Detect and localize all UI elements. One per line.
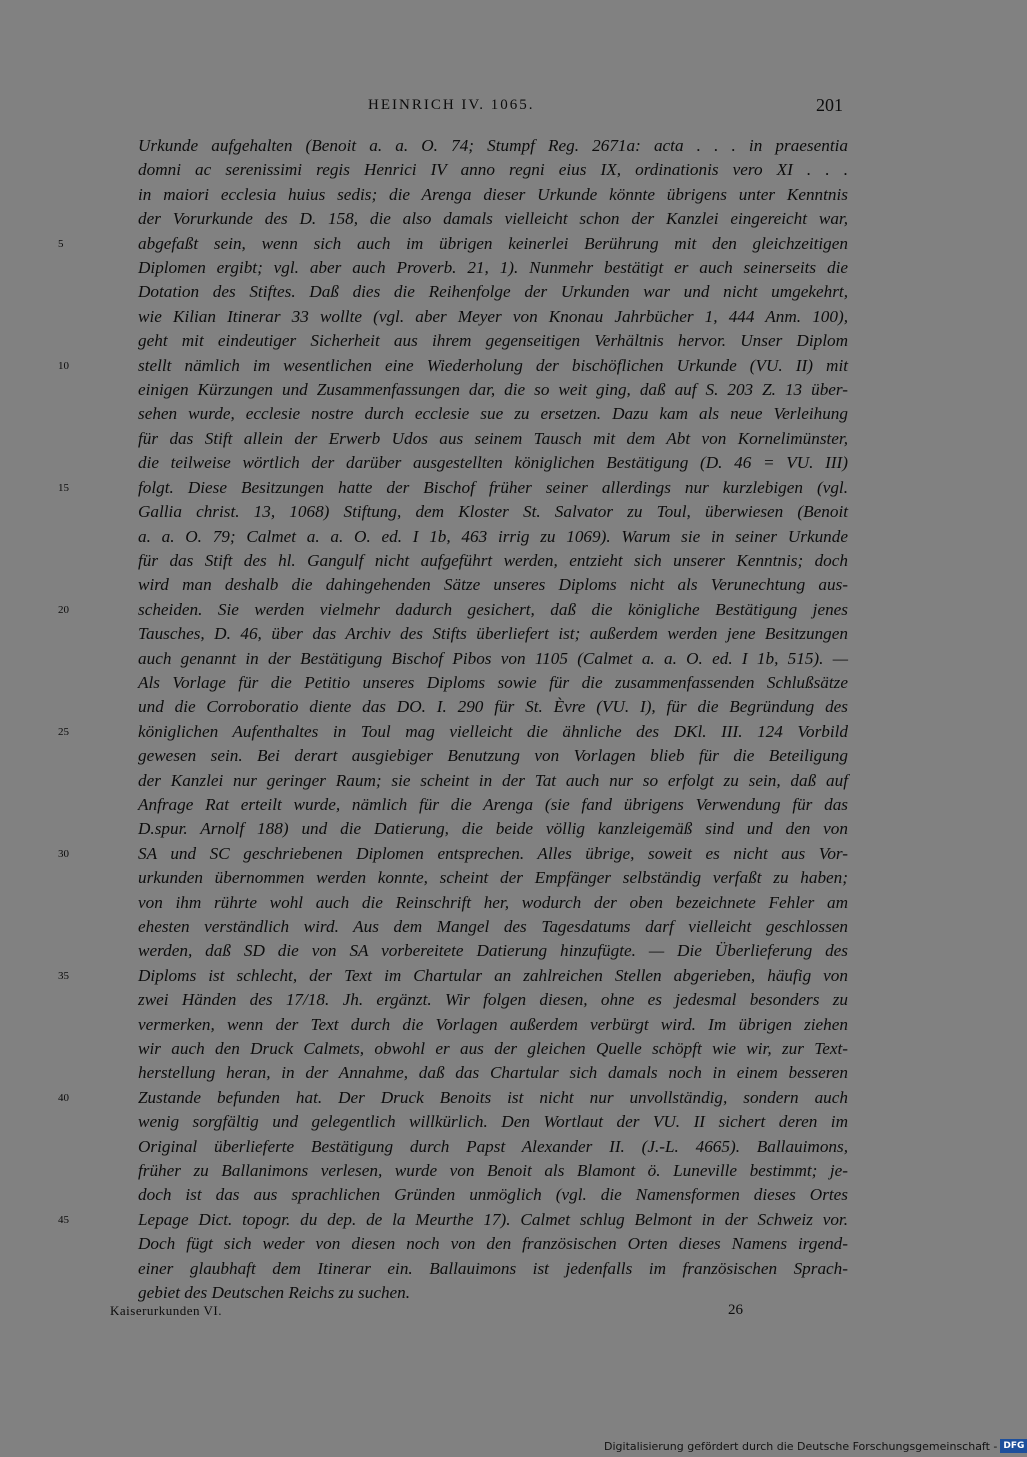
text-line: von ihm rührte wohl auch die Reinschrift her, wodurch der oben bezeichnete Fehler am: [138, 892, 848, 912]
text-line: scheiden. Sie werden vielmehr dadurch gesichert, daß die königliche Bestätigung jenes: [138, 599, 848, 619]
text-line: königlichen Aufenthaltes in Toul mag vielleicht die ähnliche des DKl. III. 124 Vorbild: [138, 721, 848, 741]
text-line: wir auch den Druck Calmets, obwohl er aus der gleichen Quelle schöpft wie wir, zur Text-: [138, 1039, 848, 1059]
margin-line-number: 25: [58, 726, 69, 739]
text-line: folgt. Diese Besitzungen hatte der Bischof früher seiner allerdings nur kurzlebigen (vgl.: [138, 477, 848, 497]
text-line: Dotation des Stiftes. Daß dies die Reihenfolge der Urkunden war und nicht umgekehrt,: [138, 282, 848, 302]
text-line: gewesen sein. Bei derart ausgiebiger Benutzung von Vorlagen blieb für die Beteiligung: [138, 746, 848, 766]
dfg-logo: DFG: [1000, 1439, 1027, 1453]
text-line: auch genannt in der Bestätigung Bischof Pibos von 1105 (Calmet a. a. O. ed. I 1b, 515). —: [138, 648, 848, 668]
text-line: Als Vorlage für die Petitio unseres Diploms sowie für die zusammenfassenden Schlußsätze: [138, 672, 848, 692]
text-line: wird man deshalb die dahingehenden Sätze unseres Diploms nicht als Verunechtung aus-: [138, 575, 848, 595]
sheet-signature: 26: [728, 1302, 743, 1318]
text-line: SA und SC geschriebenen Diplomen entsprechen. Alles übrige, soweit es nicht aus Vor-: [138, 843, 848, 863]
margin-line-number: 30: [58, 848, 69, 861]
text-line: der Vorurkunde des D. 158, die also damals vielleicht schon der Kanzlei eingereicht war,: [138, 209, 848, 229]
body-text: [138, 134, 848, 1306]
text-line: geht mit eindeutiger Sicherheit aus ihrem gegenseitigen Verhältnis hervor. Unser Diplom: [138, 331, 848, 351]
text-line: urkunden übernommen werden konnte, scheint der Empfänger selbständig verfaßt zu haben;: [138, 868, 848, 888]
margin-line-number: 35: [58, 970, 69, 983]
text-line: zwei Händen des 17/18. Jh. ergänzt. Wir folgen diesen, ohne es jedesmal besonders zu: [138, 990, 848, 1010]
text-line: ehesten verständlich wird. Aus dem Mangel des Tagesdatums darf vielleicht geschlossen: [138, 917, 848, 936]
running-title: HEINRICH IV. 1065.: [368, 97, 535, 113]
text-line: domni ac serenissimi regis Henrici IV anno regni eius IX, ordinationis vero XI . . .: [138, 160, 848, 180]
text-line: Tausches, D. 46, über das Archiv des Stifts überliefert ist; außerdem werden jene Besitzungen: [138, 624, 848, 644]
dfg-funding-notice: [604, 1438, 1027, 1454]
margin-line-number: 20: [58, 603, 69, 616]
text-line: stellt nämlich im wesentlichen eine Wiederholung der bischöflichen Urkunde (VU. II) mit: [138, 355, 848, 375]
text-line: Lepage Dict. topogr. du dep. de la Meurthe 17). Calmet schlug Belmont in der Schweiz vor.: [138, 1209, 848, 1229]
text-line: vermerken, wenn der Text durch die Vorlagen außerdem verbürgt wird. Im übrigen ziehen: [138, 1014, 848, 1034]
text-line: Zustande befunden hat. Der Druck Benoits ist nicht nur unvollständig, sondern auch: [138, 1087, 848, 1107]
text-line: gebiet des Deutschen Reichs zu suchen.: [138, 1283, 411, 1303]
text-line: wenig sorgfältig und gelegentlich willkürlich. Den Wortlaut der VU. II sichert deren im: [138, 1112, 848, 1132]
text-line: Gallia christ. 13, 1068) Stiftung, dem Kloster St. Salvator zu Toul, überwiesen (Benoit: [138, 502, 848, 522]
text-line: doch ist das aus sprachlichen Gründen unmöglich (vgl. die Namensformen dieses Ortes: [138, 1185, 848, 1205]
text-line: einigen Kürzungen und Zusammenfassungen dar, die so weit ging, daß auf S. 203 Z. 13 über-: [138, 380, 848, 400]
margin-line-number: 40: [58, 1092, 69, 1105]
text-line: herstellung heran, in der Annahme, daß das Chartular sich damals noch in einem besseren: [138, 1063, 848, 1083]
volume-label: Kaiserurkunden VI.: [110, 1303, 223, 1318]
text-line: sehen wurde, ecclesie nostre durch ecclesie sue zu ersetzen. Dazu kam als neue Verleihung: [138, 404, 848, 424]
text-line: Anfrage Rat erteilt wurde, nämlich für die Arenga (sie fand übrigens Verwendung für das: [138, 794, 848, 814]
text-line: wie Kilian Itinerar 33 wollte (vgl. aber Meyer von Knonau Jahrbücher 1, 444 Anm. 100),: [138, 306, 848, 326]
text-line: und die Corroboratio diente das DO. I. 290 für St. Èvre (VU. I), für die Begründung des: [138, 697, 848, 717]
text-line: Diploms ist schlecht, der Text im Chartular an zahlreichen Stellen abgerieben, häufig von: [138, 965, 848, 985]
text-line: werden, daß SD die von SA vorbereitete Datierung hinzufügte. — Die Überlieferung des: [138, 941, 848, 961]
text-line: für das Stift allein der Erwerb Udos aus seinem Tausch mit dem Abt von Kornelimünster,: [138, 428, 848, 448]
text-line: abgefaßt sein, wenn sich auch im übrigen keinerlei Berührung mit den gleichzeitigen: [138, 233, 848, 253]
text-line: Original überlieferte Bestätigung durch Papst Alexander II. (J.-L. 4665). Ballauimons,: [138, 1136, 848, 1156]
text-line: der Kanzlei nur geringer Raum; sie scheint in der Tat auch nur so erfolgt zu sein, daß auf: [138, 770, 848, 790]
text-line: die teilweise wörtlich der darüber ausgestellten königlichen Bestätigung (D. 46 = VU. III): [138, 453, 848, 473]
text-line: Doch fügt sich weder von diesen noch von den französischen Orten dieses Namens irgend-: [138, 1234, 848, 1254]
margin-line-number: 5: [58, 237, 64, 250]
margin-line-number: 15: [58, 481, 69, 494]
text-line: Diplomen ergibt; vgl. aber auch Proverb. 21, 1). Nunmehr bestätigt er auch seinerseits die: [138, 258, 848, 278]
text-line: a. a. O. 79; Calmet a. a. O. ed. I 1b, 463 irrig zu 1069). Warum sie in seiner Urkunde: [138, 526, 848, 546]
margin-line-number: 10: [58, 359, 69, 372]
text-line: D.spur. Arnolf 188) und die Datierung, die beide völlig kanzleigemäß sind und den von: [138, 819, 848, 839]
page-number: 201: [816, 95, 843, 115]
running-head: [0, 97, 1000, 119]
text-line: Urkunde aufgehalten (Benoit a. a. O. 74; Stumpf Reg. 2671a: acta . . . in praesentia: [138, 136, 848, 155]
text-line: einer glaubhaft dem Itinerar ein. Ballauimons ist jedenfalls im französischen Sprach-: [138, 1258, 848, 1278]
text-line: in maiori ecclesia huius sedis; die Arenga dieser Urkunde könnte übrigens unter Kenntnis: [138, 184, 848, 204]
margin-line-number: 45: [58, 1214, 69, 1227]
dfg-notice-text: Digitalisierung gefördert durch die Deutsche Forschungsgemeinschaft -: [604, 1439, 998, 1453]
text-line: früher zu Ballanimons verlesen, wurde von Benoit als Blamont ö. Luneville bestimmt; je-: [138, 1161, 848, 1181]
text-line: für das Stift des hl. Gangulf nicht aufgeführt werden, entzieht sich unserer Kenntnis; doch: [138, 550, 848, 570]
